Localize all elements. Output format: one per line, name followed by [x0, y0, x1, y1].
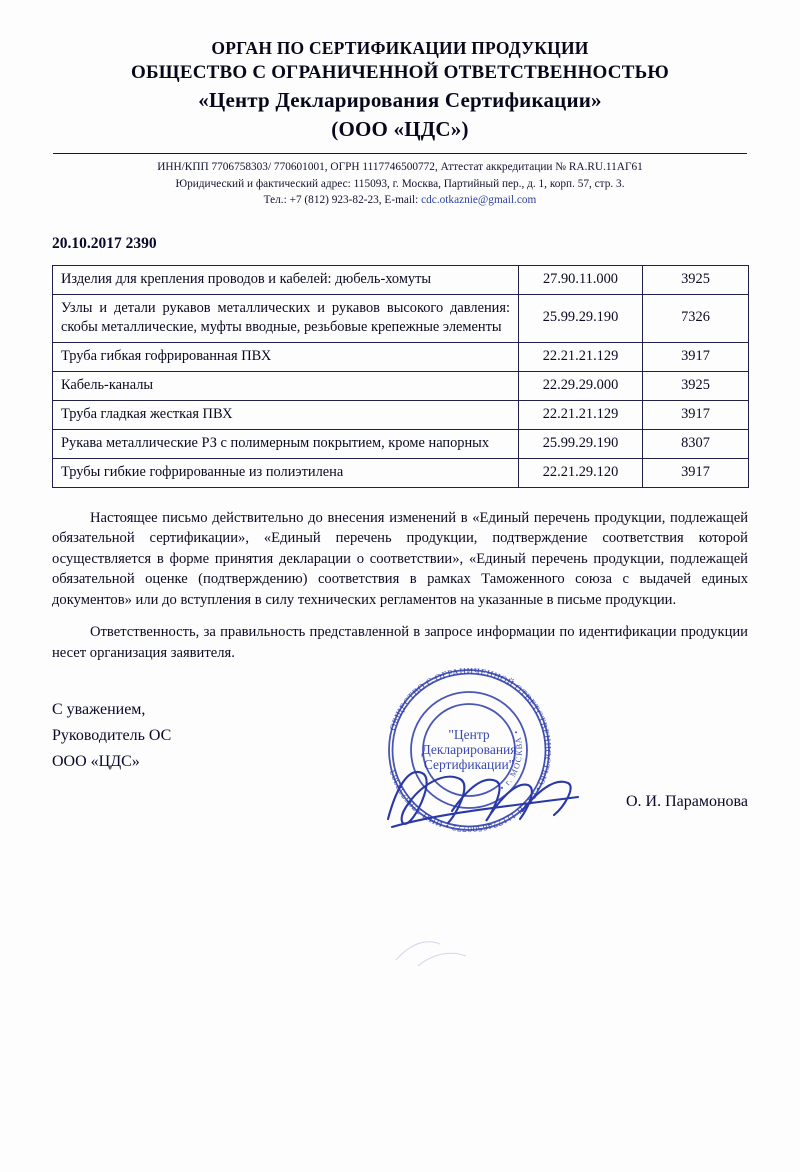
- body-paragraph-2: Ответственность, за правильность представленной в запросе информации по идентификации продукции несет организация заявителя.: [52, 624, 748, 661]
- product-okpd: 27.90.11.000: [519, 265, 643, 294]
- requisites-line-inn: ИНН/КПП 7706758303/ 770601001, ОГРН 1117746500772, Аттестат аккредитации № RA.RU.11АГ61: [157, 161, 643, 173]
- svg-text:Сертификации": Сертификации": [423, 757, 515, 772]
- signature-closing: С уважением,: [52, 701, 146, 718]
- signature-company: ООО «ЦДС»: [52, 753, 140, 770]
- table-row: [53, 458, 749, 487]
- legal-form-line: ОБЩЕСТВО С ОГРАНИЧЕННОЙ ОТВЕТСТВЕННОСТЬЮ: [131, 62, 669, 83]
- product-tnved: 7326: [643, 294, 749, 342]
- product-name: Кабель-каналы: [53, 371, 519, 400]
- company-name-line: «Центр Декларирования Сертификации»: [198, 88, 602, 112]
- signature-block: [52, 665, 792, 835]
- product-name: Рукава металлические РЗ с полимерным покрытием, кроме напорных: [53, 429, 519, 458]
- product-okpd: 25.99.29.190: [519, 429, 643, 458]
- body-paragraph-1: Настоящее письмо действительно до внесения изменений в «Единый перечень продукции, подлежащей обязательной сертификации», «Единый перечень продукции, подтверждение соответствия которой осуществляется в форме принятия декларации о соответствии», «Единый перечень продукции, подлежащей обязательной оценке (подтверждению) соответствия в рамках Таможенного союза с выдачей единых документов» или до вступления в силу технических регламентов на указанные в письме продукции.: [52, 509, 748, 608]
- table-row: [53, 294, 749, 342]
- signature-position: Руководитель ОС: [52, 727, 172, 744]
- svg-text:• г. МОСКВА •: • г. МОСКВА •: [498, 728, 525, 793]
- svg-text:"Центр: "Центр: [448, 727, 490, 742]
- product-table: [52, 265, 749, 488]
- product-table-body: [53, 265, 749, 487]
- svg-text:ОБЩЕСТВО С ОГРАНИЧЕННОЙ ОТВЕТС: ОБЩЕСТВО С ОГРАНИЧЕННОЙ ОТВЕТСТВЕННОСТЬЮ • ОГРН 1117746500772 • ИНН 7706758303: [387, 665, 554, 835]
- product-name: Труба гладкая жесткая ПВХ: [53, 400, 519, 429]
- product-tnved: 3917: [643, 458, 749, 487]
- requisites-line-address: Юридический и фактический адрес: 115093, г. Москва, Партийный пер., д. 1, корп. 57, стр. 3.: [175, 177, 625, 190]
- table-row: [53, 265, 749, 294]
- requisites-line-contacts: [0, 192, 800, 209]
- letterhead: [0, 0, 800, 144]
- requisites-block: [0, 159, 800, 209]
- product-table-wrapper: [52, 265, 748, 488]
- table-row: [53, 400, 749, 429]
- product-tnved: 3925: [643, 265, 749, 294]
- product-name: Труба гибкая гофрированная ПВХ: [53, 342, 519, 371]
- signatory-name: О. И. Парамонова: [626, 793, 748, 810]
- scan-artifact: [392, 930, 482, 970]
- product-okpd: 22.21.29.120: [519, 458, 643, 487]
- table-row: [53, 429, 749, 458]
- product-tnved: 3925: [643, 371, 749, 400]
- org-type-line: ОРГАН ПО СЕРТИФИКАЦИИ ПРОДУКЦИИ: [211, 38, 589, 58]
- table-row: [53, 371, 749, 400]
- product-okpd: 22.21.21.129: [519, 400, 643, 429]
- product-name: Изделия для крепления проводов и кабелей: дюбель-хомуты: [53, 265, 519, 294]
- product-okpd: 22.21.21.129: [519, 342, 643, 371]
- product-name: Узлы и детали рукавов металлических и рукавов высокого давления: скобы металлические, муфты вводные, резьбовые крепежные элементы: [53, 294, 519, 342]
- table-row: [53, 342, 749, 371]
- product-tnved: 8307: [643, 429, 749, 458]
- requisites-phone-label: Тел.: +7 (812) 923-82-23, E-mail:: [263, 194, 422, 206]
- product-okpd: 22.29.29.000: [519, 371, 643, 400]
- product-okpd: 25.99.29.190: [519, 294, 643, 342]
- signature-left: [52, 697, 792, 775]
- product-name: Трубы гибкие гофрированные из полиэтилена: [53, 458, 519, 487]
- requisites-email: cdc.otkaznie@gmail.com: [421, 194, 537, 206]
- document-date-number: 20.10.2017 2390: [52, 234, 157, 252]
- product-tnved: 3917: [643, 342, 749, 371]
- product-tnved: 3917: [643, 400, 749, 429]
- header-divider: [53, 153, 747, 154]
- svg-text:Декларирования: Декларирования: [421, 742, 517, 757]
- company-short-name-line: (ООО «ЦДС»): [331, 117, 469, 141]
